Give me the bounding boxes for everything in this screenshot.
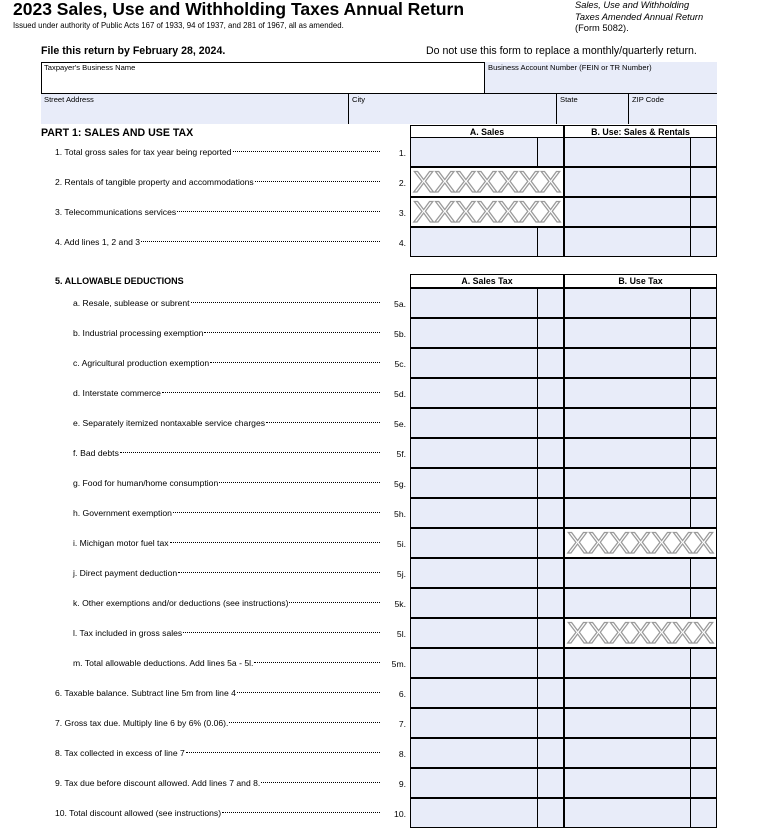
cents-divider: [537, 709, 563, 737]
cents-divider: [537, 439, 563, 467]
cents-divider: [690, 379, 716, 407]
cents-divider: [537, 799, 563, 827]
cents-divider: [690, 739, 716, 767]
leader-dots: [254, 661, 380, 663]
col-a-amount-field[interactable]: [410, 678, 564, 708]
street-address-label: Street Address: [44, 95, 94, 104]
cents-divider: [537, 499, 563, 527]
col-a-amount-field[interactable]: [410, 438, 564, 468]
line-label-text: c. Agricultural production exemption: [73, 358, 210, 368]
line-label-text: h. Government exemption: [73, 508, 172, 518]
col-a-amount-field[interactable]: [410, 648, 564, 678]
cents-divider: [690, 289, 716, 317]
cents-divider: [690, 198, 716, 226]
file-by-date: File this return by February 28, 2024.: [41, 45, 226, 57]
line-label-text: j. Direct payment deduction: [73, 568, 178, 578]
col-a-amount-field[interactable]: [410, 558, 564, 588]
leader-dots: [173, 511, 380, 513]
cents-divider: [537, 319, 563, 347]
line-number: 5f.: [396, 449, 406, 459]
leader-dots: [210, 361, 380, 363]
col-b-amount-field[interactable]: [564, 137, 717, 167]
cents-divider: [537, 589, 563, 617]
no-replace-note: Do not use this form to replace a monthly/quarterly return.: [426, 45, 697, 57]
line-label: [73, 628, 382, 638]
line-label-text: 3. Telecommunications services: [55, 207, 177, 217]
leader-dots: [261, 781, 380, 783]
col-b-amount-field: [564, 618, 717, 648]
line-label: [55, 207, 382, 217]
col-b-amount-field[interactable]: [564, 798, 717, 828]
leader-dots: [162, 391, 380, 393]
x-mark-pattern: [411, 168, 563, 196]
line-label: [73, 358, 382, 368]
cents-divider: [537, 138, 563, 166]
cents-divider: [690, 409, 716, 437]
col-a-amount-field[interactable]: [410, 408, 564, 438]
leader-dots: [229, 721, 380, 723]
col-b-amount-field[interactable]: [564, 768, 717, 798]
cents-divider: [690, 769, 716, 797]
leader-dots: [289, 601, 380, 603]
line-label-text: 10. Total discount allowed (see instructions): [55, 808, 222, 818]
leader-dots: [120, 451, 380, 453]
x-mark-text: XXXXXXX: [567, 529, 714, 557]
leader-dots: [255, 180, 380, 182]
line-number: 10.: [394, 809, 406, 819]
line-label-text: 2. Rentals of tangible property and accommodations: [55, 177, 254, 187]
line-number: 5h.: [394, 509, 406, 519]
col-b-amount-field[interactable]: [564, 227, 717, 257]
x-mark-pattern: [565, 529, 716, 557]
line-label-text: d. Interstate commerce: [73, 388, 161, 398]
line-label-text: l. Tax included in gross sales: [73, 628, 183, 638]
authority-note: Issued under authority of Public Acts 167 of 1933, 94 of 1937, and 281 of 1967, all as amended.: [13, 21, 344, 30]
deductions-title: [55, 276, 184, 286]
line-number: 5d.: [394, 389, 406, 399]
leader-dots: [141, 240, 380, 242]
line-label-text: 9. Tax due before discount allowed. Add lines 7 and 8.: [55, 778, 261, 788]
city-field[interactable]: [348, 94, 556, 124]
col-b-amount-field[interactable]: [564, 348, 717, 378]
col-b-amount-field[interactable]: [564, 678, 717, 708]
business-name-field[interactable]: [41, 62, 484, 93]
leader-dots: [170, 541, 380, 543]
leader-dots: [177, 210, 380, 212]
cents-divider: [690, 649, 716, 677]
cents-divider: [537, 559, 563, 587]
cents-divider: [690, 349, 716, 377]
col-b-amount-field[interactable]: [564, 558, 717, 588]
business-name-label: Taxpayer's Business Name: [44, 63, 136, 72]
col-a-sales-header: A. Sales: [410, 125, 564, 138]
form-title: 2023 Sales, Use and Withholding Taxes Annual Return: [13, 0, 465, 19]
col-b-amount-field[interactable]: [564, 378, 717, 408]
zip-code-field[interactable]: [628, 94, 717, 124]
cents-divider: [537, 619, 563, 647]
cents-divider: [690, 319, 716, 347]
col-a-amount-field[interactable]: [410, 288, 564, 318]
leader-dots: [219, 481, 380, 483]
col-a-amount-field[interactable]: [410, 498, 564, 528]
line-label: [73, 658, 382, 668]
col-b-amount-field[interactable]: [564, 197, 717, 227]
col-b-use-header: B. Use: Sales & Rentals: [564, 125, 717, 138]
cents-divider: [690, 799, 716, 827]
col-a-amount-field[interactable]: [410, 528, 564, 558]
line-label: [73, 538, 382, 548]
line-number: 5k.: [394, 599, 406, 609]
line-label: [73, 328, 382, 338]
line-label-text: m. Total allowable deductions. Add lines 5a - 5l.: [73, 658, 254, 668]
leader-dots: [204, 331, 380, 333]
x-mark-text: XXXXXXX: [413, 168, 561, 196]
cents-divider: [537, 469, 563, 497]
cents-divider: [537, 409, 563, 437]
col-b-use-tax-header: B. Use Tax: [564, 274, 717, 288]
leader-dots: [266, 421, 380, 423]
amended-line-1: Sales, Use and Withholding: [575, 0, 690, 10]
col-a-amount-field[interactable]: [410, 768, 564, 798]
part1-title: PART 1: SALES AND USE TAX: [41, 127, 194, 139]
line-number: 9.: [398, 779, 406, 789]
line-label-text: b. Industrial processing exemption: [73, 328, 204, 338]
cents-divider: [537, 769, 563, 797]
line-number: 5l.: [396, 629, 406, 639]
account-number-field[interactable]: [484, 62, 717, 93]
line-number: 4.: [398, 238, 406, 248]
leader-dots: [186, 751, 380, 753]
col-a-amount-field[interactable]: [410, 378, 564, 408]
col-b-amount-field[interactable]: [564, 318, 717, 348]
line-number: 5c.: [394, 359, 406, 369]
col-a-amount-field[interactable]: [410, 798, 564, 828]
line-number: 3.: [398, 208, 406, 218]
line-label: [73, 418, 382, 428]
cents-divider: [690, 499, 716, 527]
col-b-amount-field[interactable]: [564, 738, 717, 768]
cents-divider: [537, 228, 563, 256]
line-number: 5b.: [394, 329, 406, 339]
col-a-amount-field[interactable]: [410, 318, 564, 348]
col-a-amount-field[interactable]: [410, 227, 564, 257]
line-number: 8.: [398, 749, 406, 759]
line-label-text: e. Separately itemized nontaxable service charges: [73, 418, 266, 428]
line-label-text: 7. Gross tax due. Multiply line 6 by 6% (0.06).: [55, 718, 229, 728]
col-a-amount-field[interactable]: [410, 468, 564, 498]
col-b-amount-field[interactable]: [564, 438, 717, 468]
line-label-text: 4. Add lines 1, 2 and 3: [55, 237, 141, 247]
line-label: [73, 388, 382, 398]
amended-line-3: (Form 5082).: [575, 23, 629, 33]
col-a-amount-field[interactable]: [410, 348, 564, 378]
line-number: 5i.: [396, 539, 406, 549]
leader-dots: [233, 150, 380, 152]
cents-divider: [690, 709, 716, 737]
line-number: 1.: [398, 148, 406, 158]
state-field[interactable]: [556, 94, 628, 124]
line-label: [73, 568, 382, 578]
line-label-text: 8. Tax collected in excess of line 7: [55, 748, 185, 758]
col-a-amount-field: [410, 197, 564, 227]
city-label: City: [352, 95, 366, 104]
col-b-amount-field: [564, 528, 717, 558]
col-b-amount-field[interactable]: [564, 708, 717, 738]
col-b-amount-field[interactable]: [564, 288, 717, 318]
line-label: [55, 748, 382, 758]
leader-dots: [222, 811, 380, 813]
col-b-amount-field[interactable]: [564, 648, 717, 678]
cents-divider: [690, 679, 716, 707]
line-label: [55, 237, 382, 247]
line-label-text: f. Bad debts: [73, 448, 119, 458]
leader-dots: [237, 691, 380, 693]
line-number: 5g.: [394, 479, 406, 489]
cents-divider: [537, 679, 563, 707]
col-b-amount-field[interactable]: [564, 468, 717, 498]
zip-code-label: ZIP Code: [632, 95, 664, 104]
leader-dots: [183, 631, 380, 633]
col-a-amount-field[interactable]: [410, 618, 564, 648]
cents-divider: [537, 739, 563, 767]
line-label: [55, 718, 382, 728]
col-a-amount-field[interactable]: [410, 708, 564, 738]
cents-divider: [537, 379, 563, 407]
col-b-amount-field[interactable]: [564, 498, 717, 528]
line-number: 7.: [398, 719, 406, 729]
line-label: [55, 177, 382, 187]
state-label: State: [560, 95, 578, 104]
leader-dots: [178, 571, 380, 573]
line-label: [55, 688, 382, 698]
x-mark-text: XXXXXXX: [413, 198, 561, 226]
line-number: 5j.: [396, 569, 406, 579]
street-address-field[interactable]: [41, 94, 348, 124]
x-mark-pattern: [565, 619, 716, 647]
cents-divider: [690, 589, 716, 617]
col-b-amount-field[interactable]: [564, 167, 717, 197]
cents-divider: [690, 559, 716, 587]
col-b-amount-field[interactable]: [564, 588, 717, 618]
col-a-amount-field[interactable]: [410, 137, 564, 167]
cents-divider: [537, 649, 563, 677]
line-label: [55, 778, 382, 788]
cents-divider: [537, 289, 563, 317]
deductions-title-text: 5. ALLOWABLE DEDUCTIONS: [55, 276, 184, 286]
line-label-text: i. Michigan motor fuel tax: [73, 538, 169, 548]
leader-dots: [191, 301, 380, 303]
line-number: 5a.: [394, 299, 406, 309]
line-number: 5m.: [391, 659, 406, 669]
line-number: 6.: [398, 689, 406, 699]
line-number: 5e.: [394, 419, 406, 429]
line-label: [55, 808, 382, 818]
line-label-text: 1. Total gross sales for tax year being reported: [55, 147, 232, 157]
col-a-sales-tax-header: A. Sales Tax: [410, 274, 564, 288]
account-number-label: Business Account Number (FEIN or TR Number): [488, 63, 652, 72]
line-label: [73, 508, 382, 518]
col-a-amount-field[interactable]: [410, 588, 564, 618]
cents-divider: [690, 228, 716, 256]
col-b-amount-field[interactable]: [564, 408, 717, 438]
amended-line-2: Taxes Amended Annual Return: [575, 11, 704, 22]
col-a-amount-field: [410, 167, 564, 197]
line-number: 2.: [398, 178, 406, 188]
line-label: [73, 298, 382, 308]
line-label-text: g. Food for human/home consumption: [73, 478, 219, 488]
line-label-text: 6. Taxable balance. Subtract line 5m from line 4: [55, 688, 236, 698]
line-label: [73, 448, 382, 458]
cents-divider: [537, 349, 563, 377]
line-label: [73, 598, 382, 608]
line-label: [55, 147, 382, 157]
amended-return-note: [575, 0, 703, 35]
cents-divider: [690, 439, 716, 467]
col-a-amount-field[interactable]: [410, 738, 564, 768]
cents-divider: [690, 138, 716, 166]
line-label-text: a. Resale, sublease or subrent: [73, 298, 190, 308]
cents-divider: [537, 529, 563, 557]
line-label-text: k. Other exemptions and/or deductions (see instructions): [73, 598, 289, 608]
cents-divider: [690, 168, 716, 196]
x-mark-text: XXXXXXX: [567, 619, 714, 647]
x-mark-pattern: [411, 198, 563, 226]
line-label: [73, 478, 382, 488]
cents-divider: [690, 469, 716, 497]
